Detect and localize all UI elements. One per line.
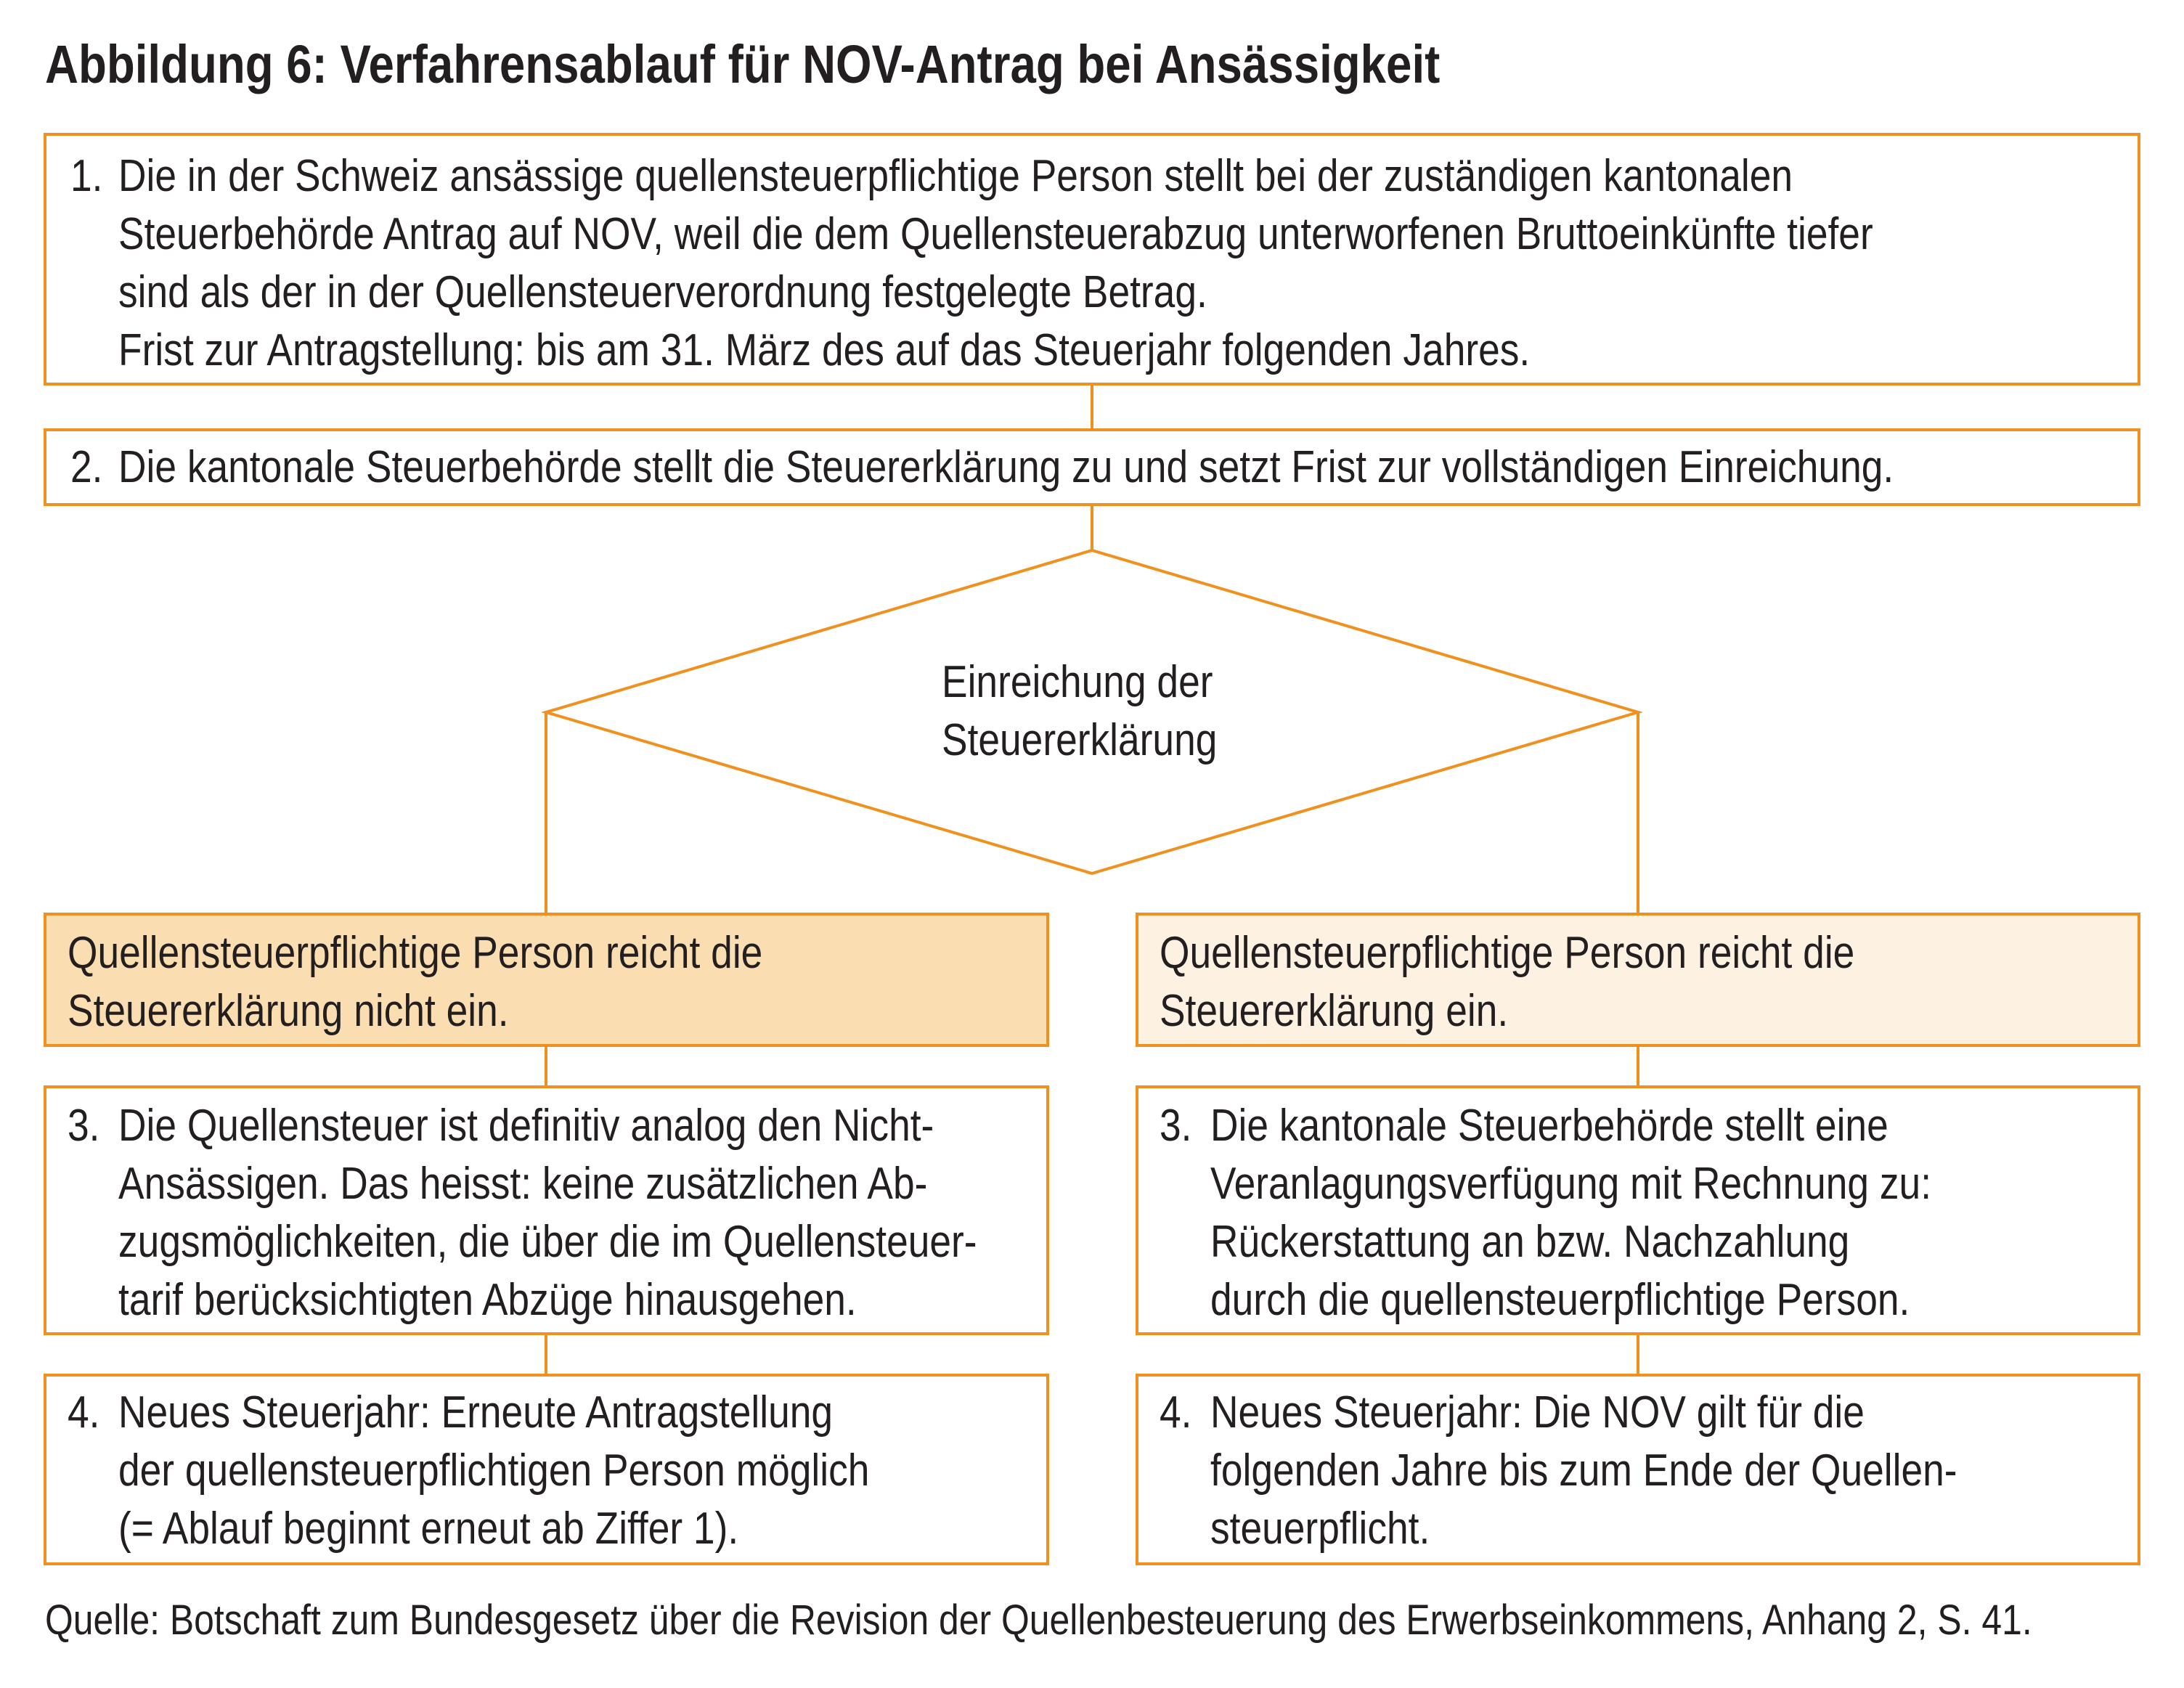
left-step4-line: der quellensteuerpflichtigen Person möglich [118, 1446, 870, 1496]
left-step4-line: (= Ablauf beginnt erneut ab Ziffer 1). [118, 1504, 739, 1554]
left-step3-line: Die Quellensteuer ist definitiv analog den Nicht- [118, 1101, 934, 1151]
step2-box [44, 428, 2140, 506]
right-outcome-box [1136, 913, 2140, 1047]
step1-number: 1. [70, 151, 103, 201]
right-outcome-line: Quellensteuerpflichtige Person reicht die [1160, 928, 1855, 978]
left-step3-line: zugsmöglichkeiten, die über die im Quellensteuer- [118, 1217, 977, 1267]
left-step4-number: 4. [68, 1387, 100, 1438]
right-step3-box [1136, 1085, 2140, 1335]
step1-line: Steuerbehörde Antrag auf NOV, weil die dem Quellensteuerabzug unterworfenen Bruttoeinkünfte tiefer [118, 209, 1873, 259]
right-step4-line: Neues Steuerjahr: Die NOV gilt für die [1210, 1387, 1865, 1438]
left-outcome-box [44, 913, 1049, 1047]
source-note: Quelle: Botschaft zum Bundesgesetz über die Revision der Quellenbesteuerung des Erwerbseinkommens, Anhang 2, S. 41. [45, 1597, 2032, 1644]
left-step3-line: Ansässigen. Das heisst: keine zusätzlichen Ab- [118, 1159, 928, 1209]
left-outcome-line: Quellensteuerpflichtige Person reicht die [68, 928, 763, 978]
decision-label-line: Steuererklärung [942, 715, 1218, 765]
left-step4-box [44, 1374, 1049, 1565]
right-step4-box [1136, 1374, 2140, 1565]
right-outcome-line: Steuererklärung ein. [1160, 986, 1509, 1036]
right-step3-line: Die kantonale Steuerbehörde stellt eine [1210, 1101, 1888, 1151]
right-step3-line: Veranlagungsverfügung mit Rechnung zu: [1210, 1159, 1932, 1209]
right-step3-line: Rückerstattung an bzw. Nachzahlung [1210, 1217, 1850, 1267]
left-step3-line: tarif berücksichtigten Abzüge hinausgehen. [118, 1275, 857, 1325]
step1-line: sind als der in der Quellensteuerverordnung festgelegte Betrag. [118, 267, 1207, 317]
left-outcome-line: Steuererklärung nicht ein. [68, 986, 509, 1036]
right-step4-line: steuerpflicht. [1210, 1504, 1430, 1554]
step2-number: 2. [70, 442, 103, 492]
step1-line: Frist zur Antragstellung: bis am 31. März des auf das Steuerjahr folgenden Jahres. [118, 325, 1531, 375]
right-step3-number: 3. [1160, 1101, 1192, 1151]
left-step4-line: Neues Steuerjahr: Erneute Antragstellung [118, 1387, 834, 1438]
right-step4-number: 4. [1160, 1387, 1192, 1438]
decision-label-line: Einreichung der [942, 657, 1213, 707]
left-step3-number: 3. [68, 1101, 100, 1151]
step1-box [44, 133, 2140, 386]
left-step3-box [44, 1085, 1049, 1335]
figure-title: Abbildung 6: Verfahrensablauf für NOV-Antrag bei Ansässigkeit [45, 34, 1441, 94]
step2-line: Die kantonale Steuerbehörde stellt die Steuererklärung zu und setzt Frist zur vollständigen Einreichung. [118, 442, 1894, 492]
right-step3-line: durch die quellensteuerpflichtige Person. [1210, 1275, 1910, 1325]
right-step4-line: folgenden Jahre bis zum Ende der Quellen- [1210, 1446, 1957, 1496]
step1-line: Die in der Schweiz ansässige quellensteuerpflichtige Person stellt bei der zuständigen kantonalen [118, 151, 1793, 201]
